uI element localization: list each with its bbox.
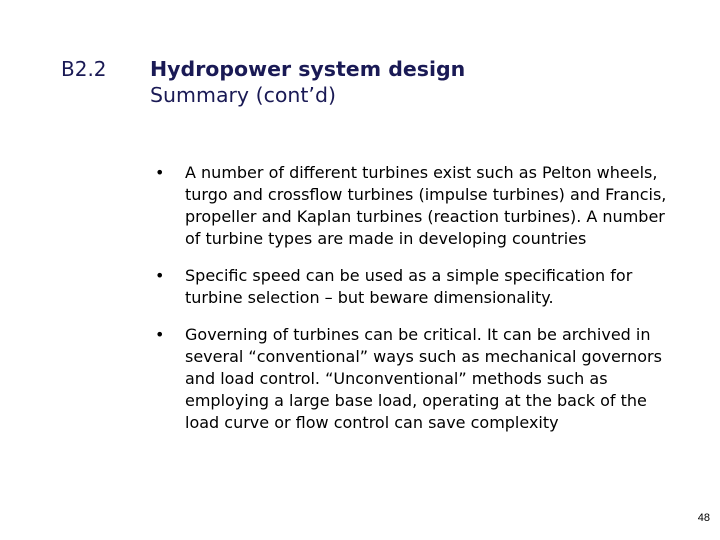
bullet-item [153, 265, 673, 309]
title-block [150, 56, 465, 108]
bullet-icon: • [155, 325, 165, 344]
bullet-text: A number of different turbines exist such as Pelton wheels, turgo and crossflow turbines (impulse turbines) and Francis, propeller and Kaplan turbines (reaction turbines). A number of turbine types are made in developing countries [185, 163, 667, 248]
page-number: 48 [697, 512, 710, 524]
slide-subtitle: Summary (cont’d) [150, 83, 336, 107]
bullet-icon: • [155, 266, 165, 285]
bullet-text: Specific speed can be used as a simple specification for turbine selection – but beware dimensionality. [185, 266, 633, 307]
bullet-text: Governing of turbines can be critical. It can be archived in several “conventional” ways such as mechanical governors and load control. “Unconventional” methods such as employing a large base load, operating at the back of the load curve or flow control can save complexity [185, 325, 662, 432]
slide-title: Hydropower system design [150, 57, 466, 81]
bullet-item [153, 324, 673, 434]
bullet-list [153, 162, 673, 449]
bullet-item [153, 162, 673, 250]
bullet-icon: • [155, 163, 165, 182]
section-number: B2.2 [61, 57, 107, 81]
